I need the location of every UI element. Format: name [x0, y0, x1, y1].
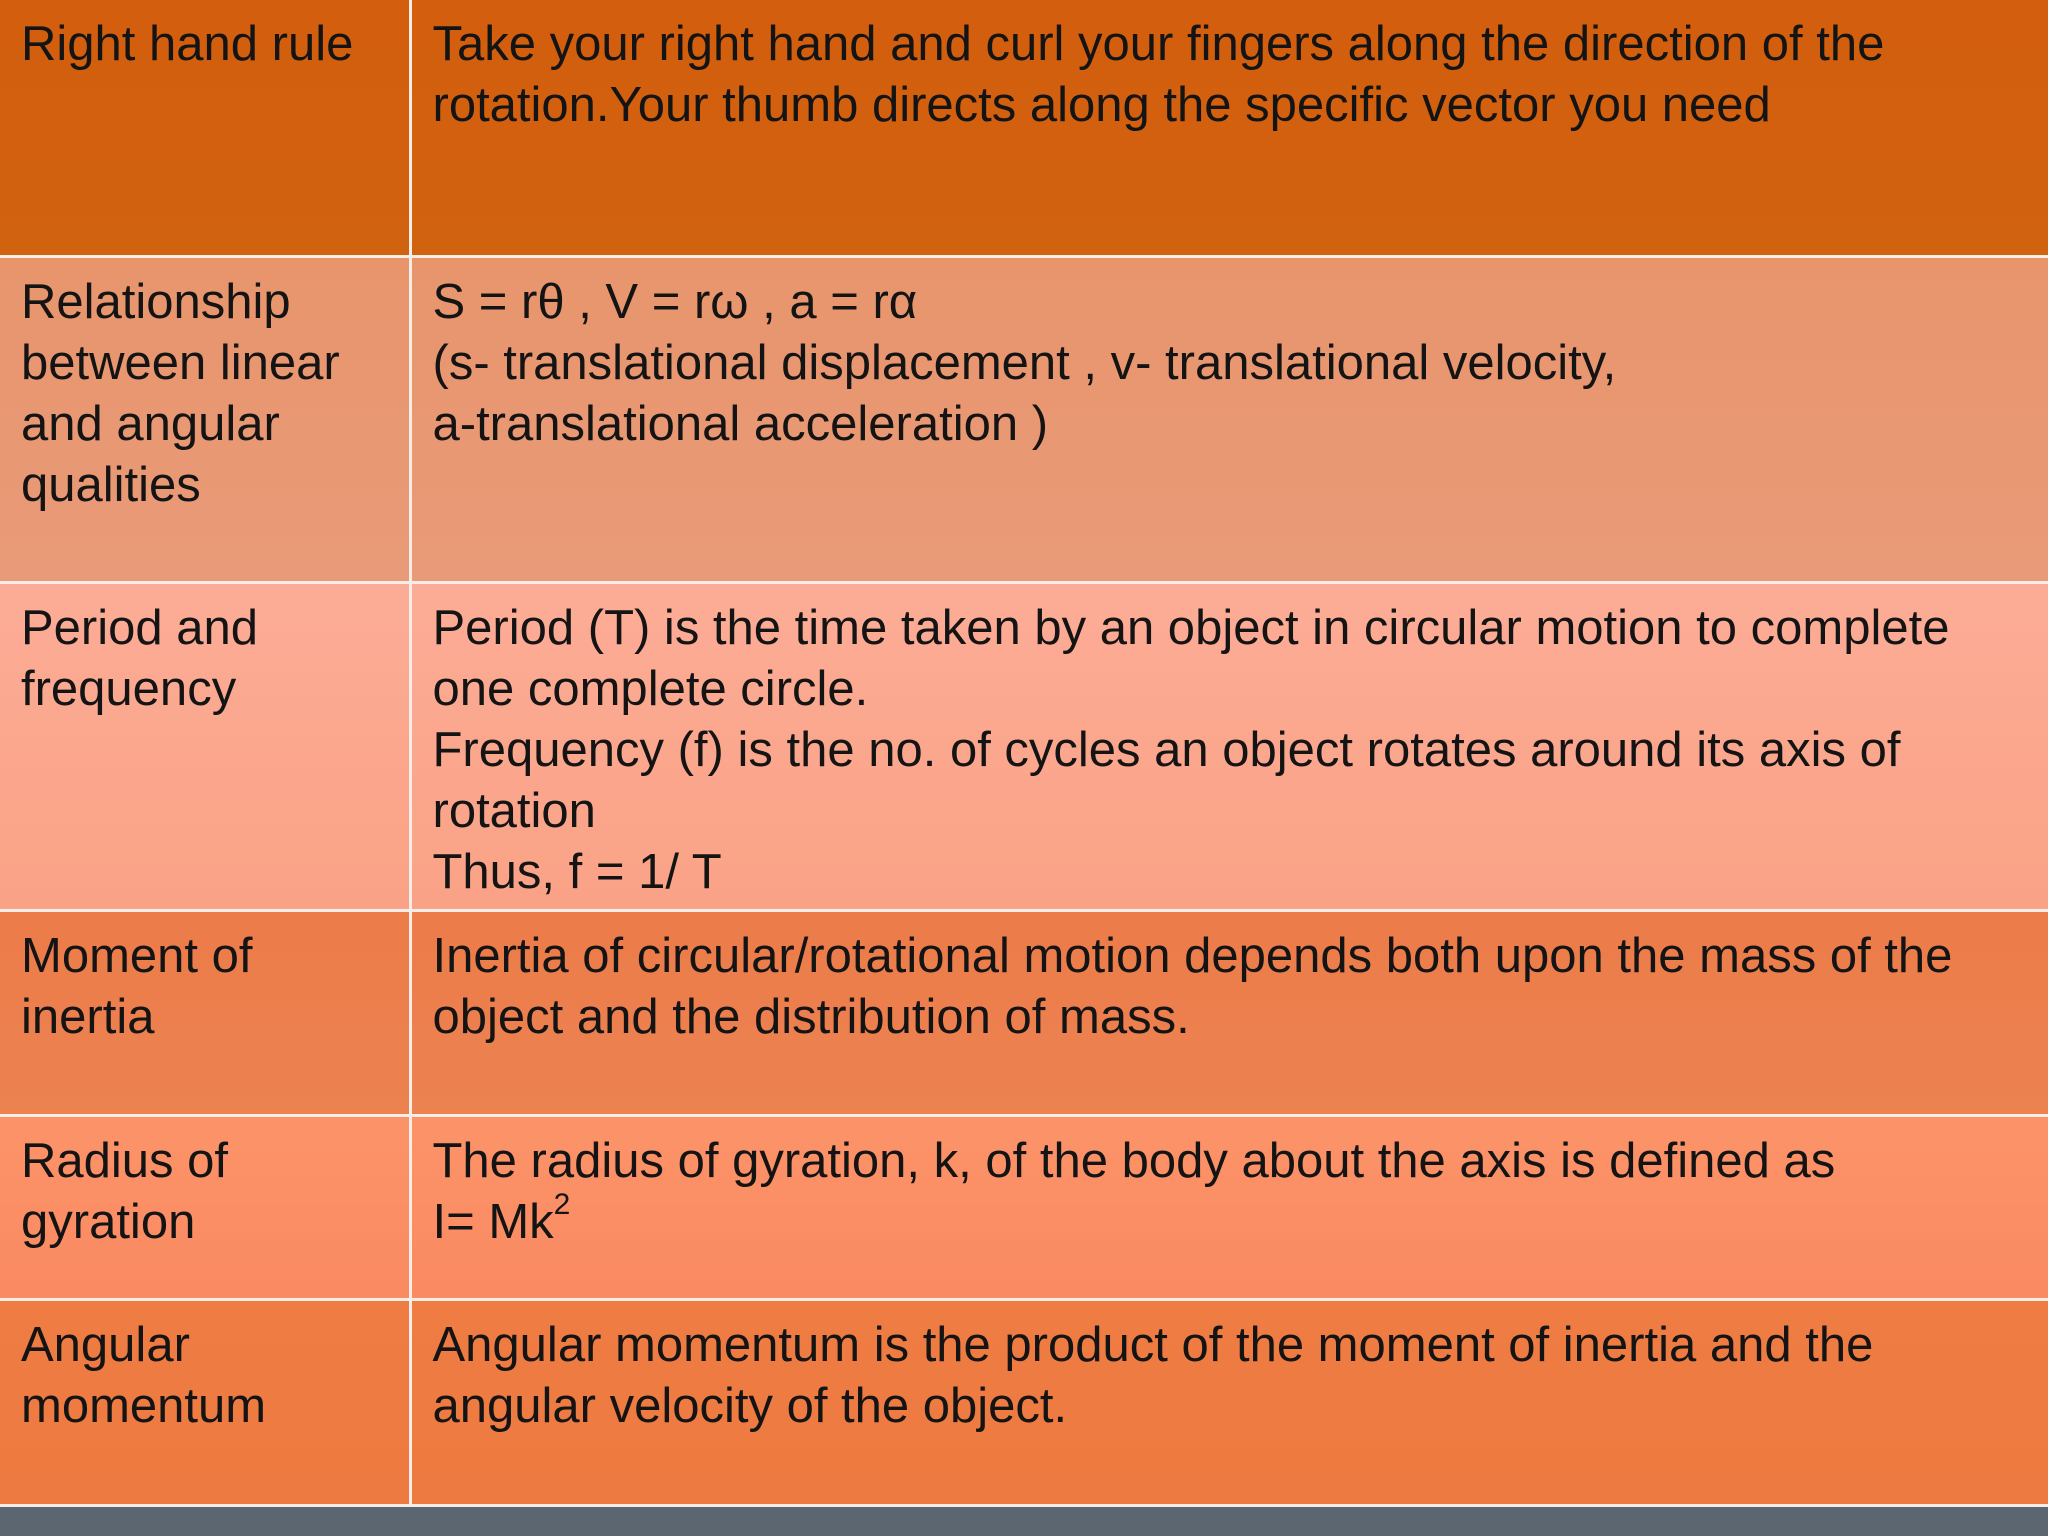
table-row: [0, 582, 2048, 910]
formula: [432, 1188, 571, 1249]
term-cell: Period and frequency: [0, 582, 410, 910]
description-cell: S = rθ , V = rω , a = rα (s- translational displacement , v- translational velocity, a-translational acceleration ): [410, 256, 2048, 582]
term-cell: Right hand rule: [0, 0, 410, 256]
table-row: [0, 1115, 2048, 1299]
description-cell: Take your right hand and curl your fingers along the direction of the rotation.Your thumb directs along the specific vector you need: [410, 0, 2048, 256]
formula-exponent: 2: [553, 1188, 571, 1222]
description-cell: Period (T) is the time taken by an object in circular motion to complete one complete circle. Frequency (f) is the no. of cycles an object rotates around its axis of rotation Thus, f = 1/ T: [410, 582, 2048, 910]
table-row: [0, 1299, 2048, 1505]
term-cell: Angular momentum: [0, 1299, 410, 1505]
term-cell: Radius of gyration: [0, 1115, 410, 1299]
term-cell: Relationship between linear and angular qualities: [0, 256, 410, 582]
description-cell: Inertia of circular/rotational motion depends both upon the mass of the object and the distribution of mass.: [410, 910, 2048, 1115]
table-row: [0, 0, 2048, 256]
table-row: [0, 256, 2048, 582]
description-text: The radius of gyration, k, of the body about the axis is defined as: [432, 1133, 1836, 1188]
formula-base: I= Mk: [432, 1194, 554, 1249]
term-cell: Moment of inertia: [0, 910, 410, 1115]
description-cell: [410, 1115, 2048, 1299]
table-row: [0, 910, 2048, 1115]
description-cell: Angular momentum is the product of the moment of inertia and the angular velocity of the object.: [410, 1299, 2048, 1505]
